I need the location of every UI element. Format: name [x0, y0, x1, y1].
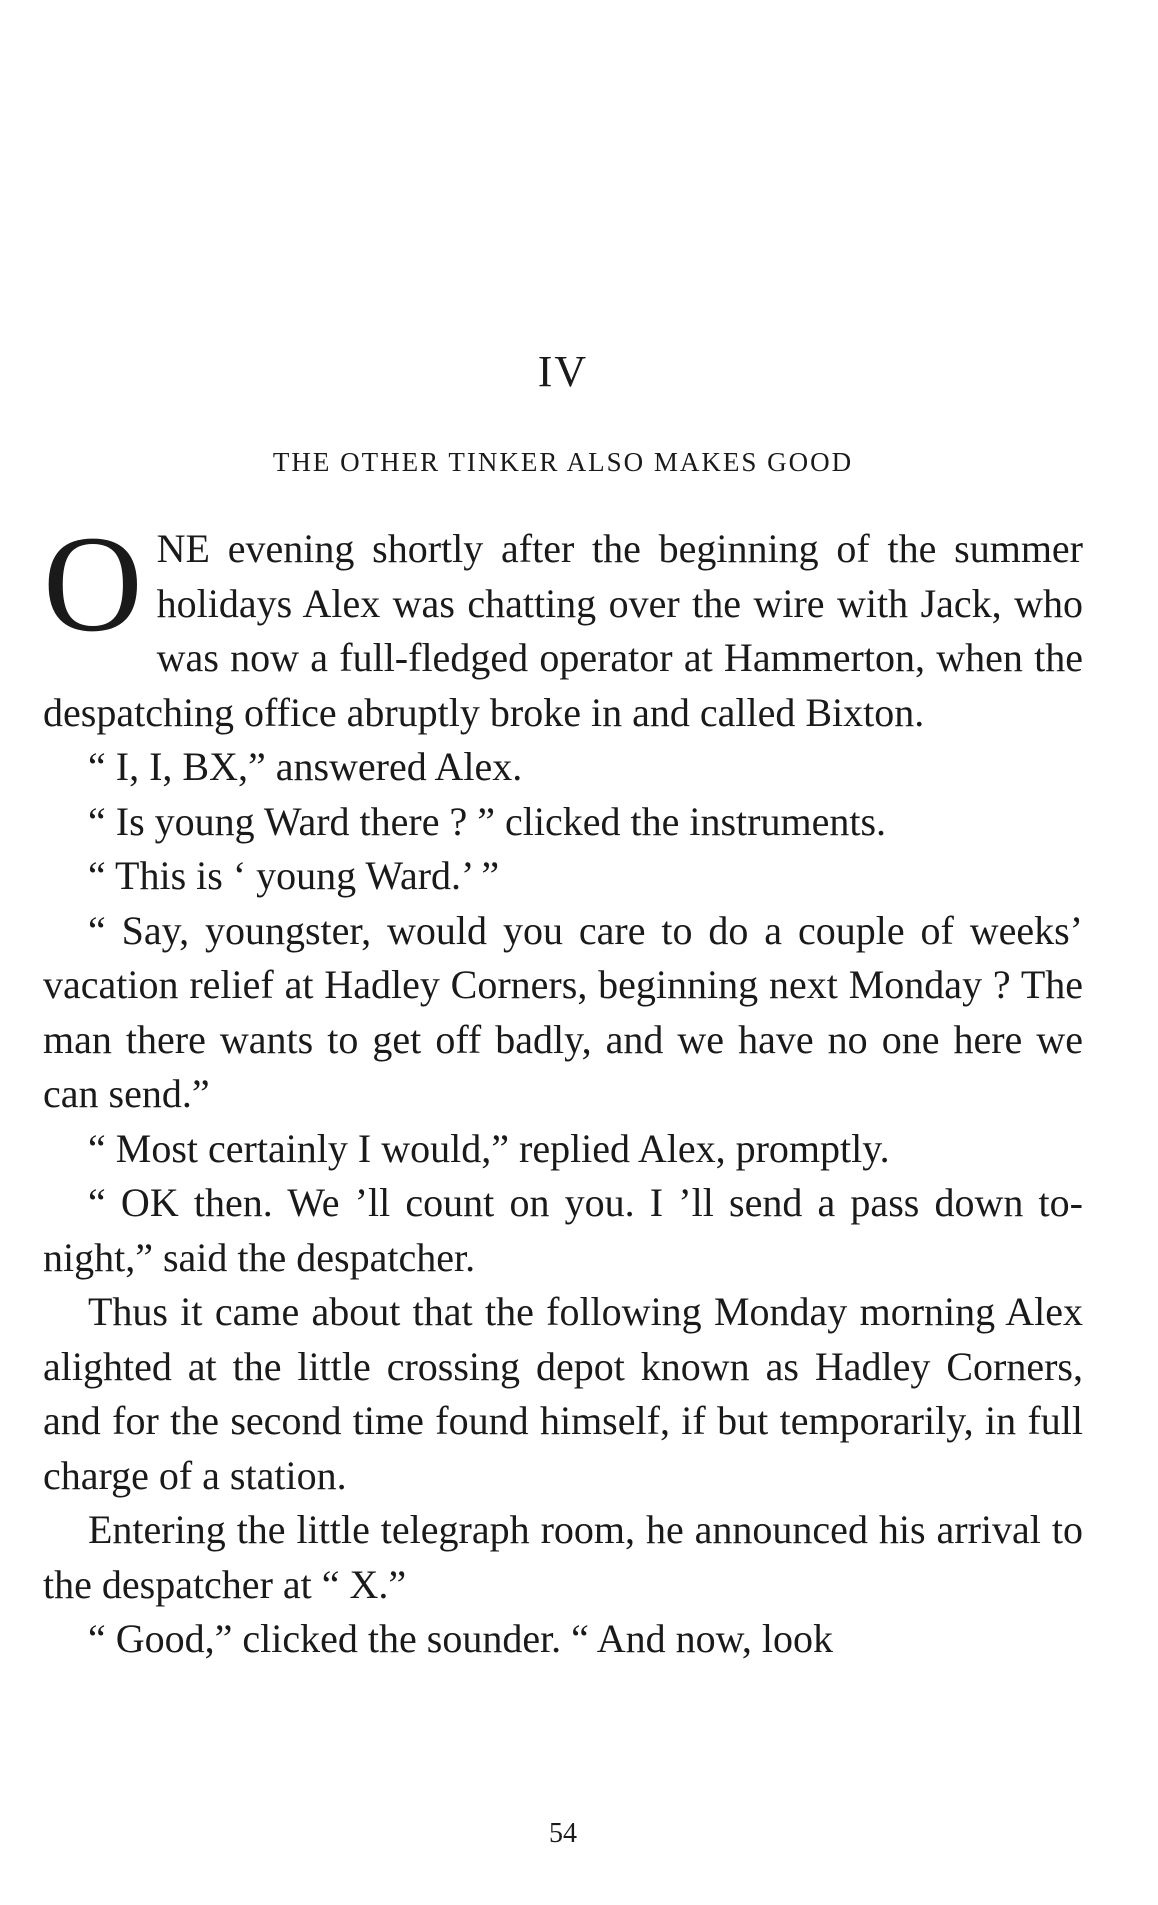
chapter-number: IV — [537, 347, 589, 396]
paragraph: “ Is young Ward there ? ” clicked the instruments. — [88, 798, 887, 844]
page-number: 54 — [549, 1818, 577, 1849]
book-page — [43, 0, 1083, 1905]
chapter-title: THE OTHER TINKER ALSO MAKES GOOD — [272, 447, 854, 477]
paragraph-text: NE evening shortly after the beginning of the summer holidays Alex was chatting over the wire with Jack, who was now a full-fledged operator at Hammerton, when the despatching office abruptly broke in and called Bixton. — [43, 526, 1083, 735]
paragraph: Thus it came about that the following Monday morning Alex alighted at the little crossing depot known as Hadley Corners, and for the second time found himself, if but temporarily, in full charge of a station. — [43, 1289, 1083, 1498]
paragraph-opening — [43, 507, 1083, 740]
paragraph: “ I, I, BX,” answered Alex. — [88, 744, 523, 789]
paragraph: “ This is ‘ young Ward.’ ” — [88, 853, 500, 898]
drop-cap: O — [43, 507, 143, 660]
paragraph: “ Say, youngster, would you care to do a couple of weeks’ vacation relief at Hadley Corners, beginning next Monday ? The man there wants to get off badly, and we have no one here we can send.” — [43, 907, 1083, 1116]
paragraph: “ Most certainly I would,” replied Alex, promptly. — [88, 1125, 890, 1171]
paragraph: “ Good,” clicked the sounder. “ And now, look — [88, 1616, 834, 1661]
chapter-body — [43, 507, 1083, 1667]
paragraph: Entering the little telegraph room, he announced his arrival to the despatcher at “ X.” — [43, 1507, 1083, 1607]
paragraph: “ OK then. We ’ll count on you. I ’ll send a pass down to-night,” said the despatcher. — [43, 1180, 1083, 1280]
